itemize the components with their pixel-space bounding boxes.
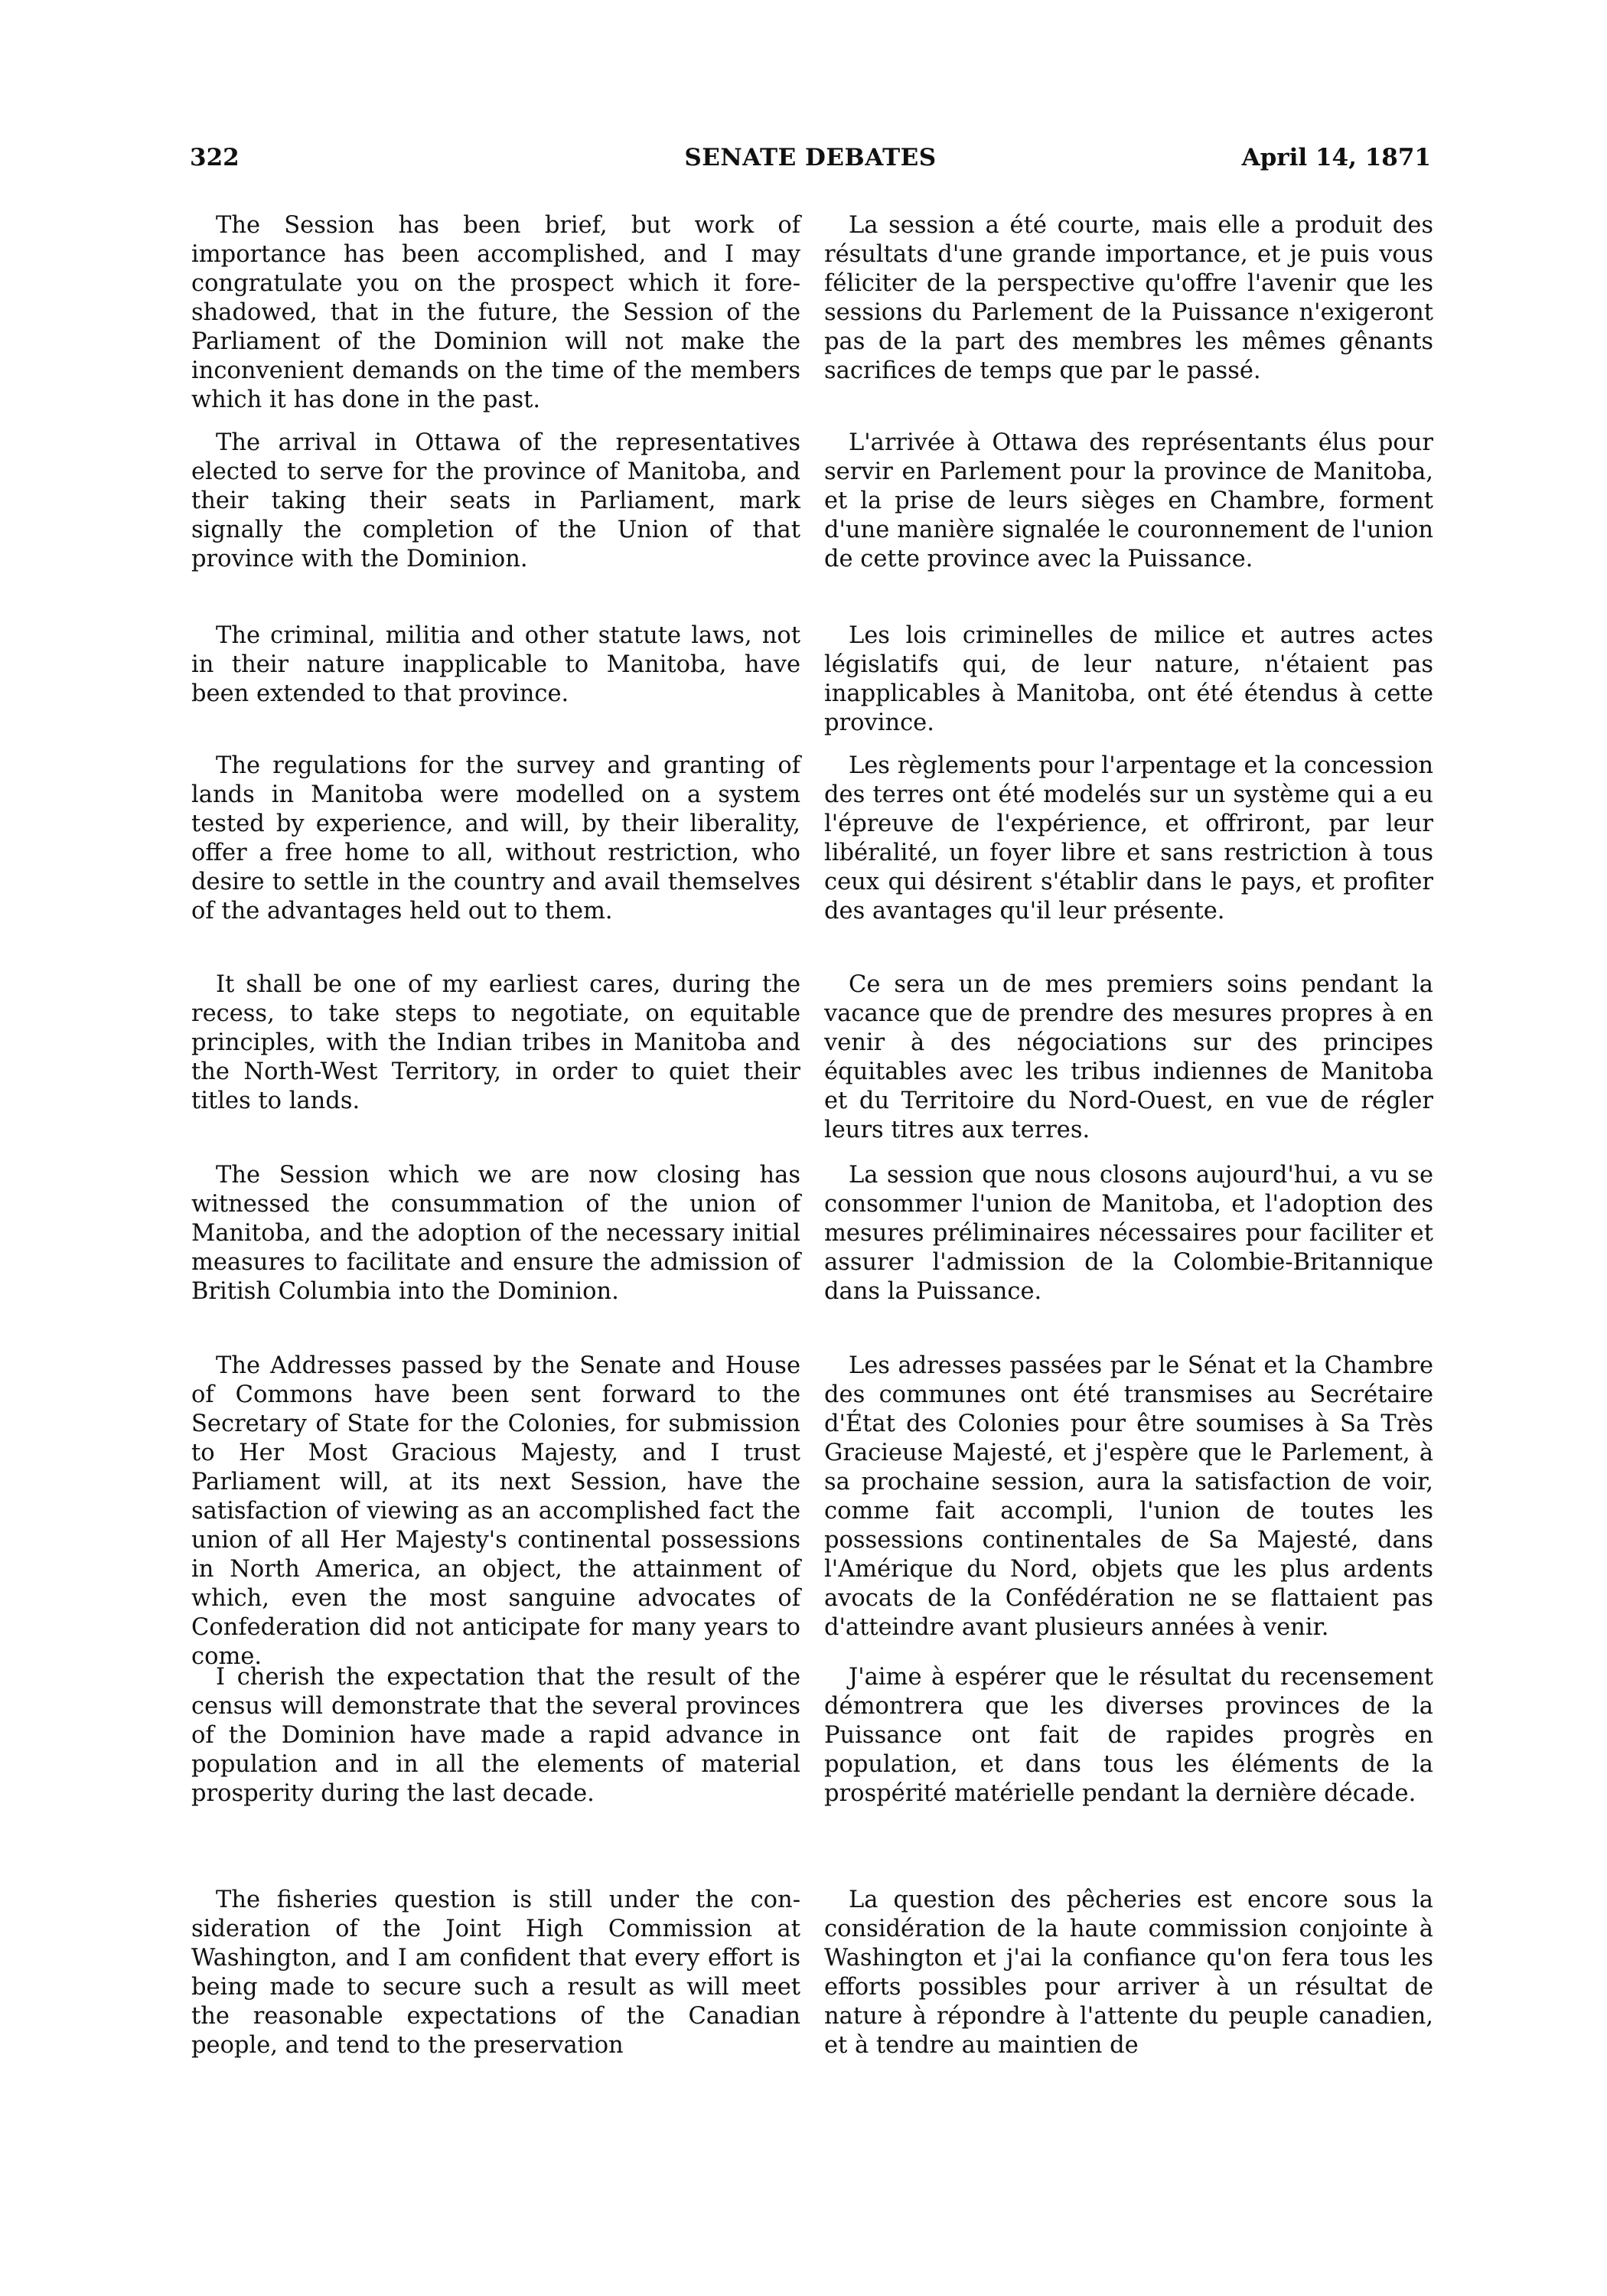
french-paragraph: Les lois criminelles de milice et autres actes législatifs qui, de leur nature, n'étaient pas inapplicables à Manitoba, ont été étendus à cette province. bbox=[824, 622, 1433, 736]
english-paragraph: The criminal, militia and other statute laws, not in their nature inapplicable to Manitoba, have been extended to that province. bbox=[191, 622, 800, 707]
english-paragraph: I cherish the expectation that the result of the census will demonstrate that the several provinces of the Dominion have made a rapid advance in population and in all the elements of material prosperity during the last decade. bbox=[191, 1664, 800, 1807]
french-paragraph: Ce sera un de mes premiers soins pendant la vacance que de prendre des mesures propres à en venir à des négociations sur des principes équitables avec les tribus indiennes de Manitoba et du Territoire du Nord-Ouest, en vue de régler leurs titres aux terres. bbox=[824, 971, 1433, 1143]
french-paragraph: J'aime à espérer que le résultat du recensement démontrera que les diverses provinces de la Puissance ont fait de rapides progrès en population, et dans tous les éléments de la prospérité matérielle pendant la dernière décade. bbox=[824, 1664, 1433, 1807]
english-paragraph: The Addresses passed by the Senate and House of Commons have been sent forward to the Secretary of State for the Colonies, for submission to Her Most Gracious Majesty, and I trust Parliament will, at its next Session, have the satisfaction of viewing as an accomplished fact the union of all Her Majesty's continental possessions in North America, an object, the attainment of which, even the most sanguine advocates of Confederation did not anticipate for many years to come. bbox=[191, 1352, 800, 1670]
english-paragraph: The regulations for the survey and granting of lands in Manitoba were modelled on a system tested by experience, and will, by their liberality, offer a free home to all, without restriction, who desire to settle in the country and avail themselves of the advantages held out to them. bbox=[191, 752, 800, 925]
page-number: 322 bbox=[190, 144, 240, 171]
french-paragraph: L'arrivée à Ottawa des représentants élus pour servir en Parlement pour la province de Manitoba, et la prise de leurs sièges en Chambre, forment d'une manière signalée le couronnement de l'union de cette province avec la Puissance. bbox=[824, 429, 1433, 572]
french-paragraph: La question des pêcheries est encore sous la considération de la haute commission conjointe à Washington et j'ai la confiance qu'on fera tous les efforts possibles pour arriver à un résultat de nature à répondre à l'attente du peuple canadien, et à tendre au maintien de bbox=[824, 1887, 1433, 2059]
french-paragraph: La session que nous closons aujourd'hui, a vu se consommer l'union de Manitoba, et l'adoption des mesures préliminaires nécessaires pour faciliter et assurer l'admission de la Colombie-Britannique dans la Puissance. bbox=[824, 1162, 1433, 1305]
english-paragraph: The fisheries question is still under the consideration of the Joint High Commission at Washington, and I am confident that every effort is being made to secure such a result as will meet the reasonable expectations of the Canadian people, and tend to the preservation bbox=[191, 1887, 800, 2059]
page-date: April 14, 1871 bbox=[1241, 144, 1431, 171]
french-paragraph: Les règlements pour l'arpentage et la concession des terres ont été modelés sur un système qui a eu l'épreuve de l'expérience, et offriront, par leur libéralité, un foyer libre et sans restriction à tous ceux qui désirent s'établir dans le pays, et profiter des avantages qu'il leur présente. bbox=[824, 752, 1433, 925]
english-paragraph: The Session which we are now closing has witnessed the consummation of the union of Manitoba, and the adoption of the necessary initial measures to facilitate and ensure the admission of British Columbia into the Dominion. bbox=[191, 1162, 800, 1305]
french-paragraph: La session a été courte, mais elle a produit des résultats d'une grande importance, et je puis vous féliciter de la perspective qu'offre l'avenir que les sessions du Parlement de la Puissance n'exigeront pas de la part des membres les mêmes gênants sacrifices de temps que par le passé. bbox=[824, 212, 1433, 384]
english-paragraph: It shall be one of my earliest cares, during the recess, to take steps to negotiate, on equitable principles, with the Indian tribes in Manitoba and the North-West Territory, in order to quiet their titles to lands. bbox=[191, 971, 800, 1114]
french-paragraph: Les adresses passées par le Sénat et la Chambre des communes ont été transmises au Secrétaire d'État des Colonies pour être soumises à Sa Très Gracieuse Majesté, et j'espère que le Parlement, à sa prochaine session, aura la satisfaction de voir, comme fait accompli, l'union de toutes les possessions continentales de Sa Majesté, dans l'Amérique du Nord, objets que les plus ardents avocats de la Confédération ne se flattaient pas d'atteindre avant plusieurs années à venir. bbox=[824, 1352, 1433, 1641]
page-header bbox=[190, 144, 1431, 182]
publication-title: SENATE DEBATES bbox=[684, 144, 937, 171]
english-paragraph: The Session has been brief, but work of importance has been accomplished, and I may congratulate you on the prospect which it foreshadowed, that in the future, the Session of the Parliament of the Dominion will not make the inconvenient demands on the time of the members which it has done in the past. bbox=[191, 212, 800, 413]
english-paragraph: The arrival in Ottawa of the representatives elected to serve for the province of Manitoba, and their taking their seats in Parliament, mark signally the completion of the Union of that province with the Dominion. bbox=[191, 429, 800, 572]
